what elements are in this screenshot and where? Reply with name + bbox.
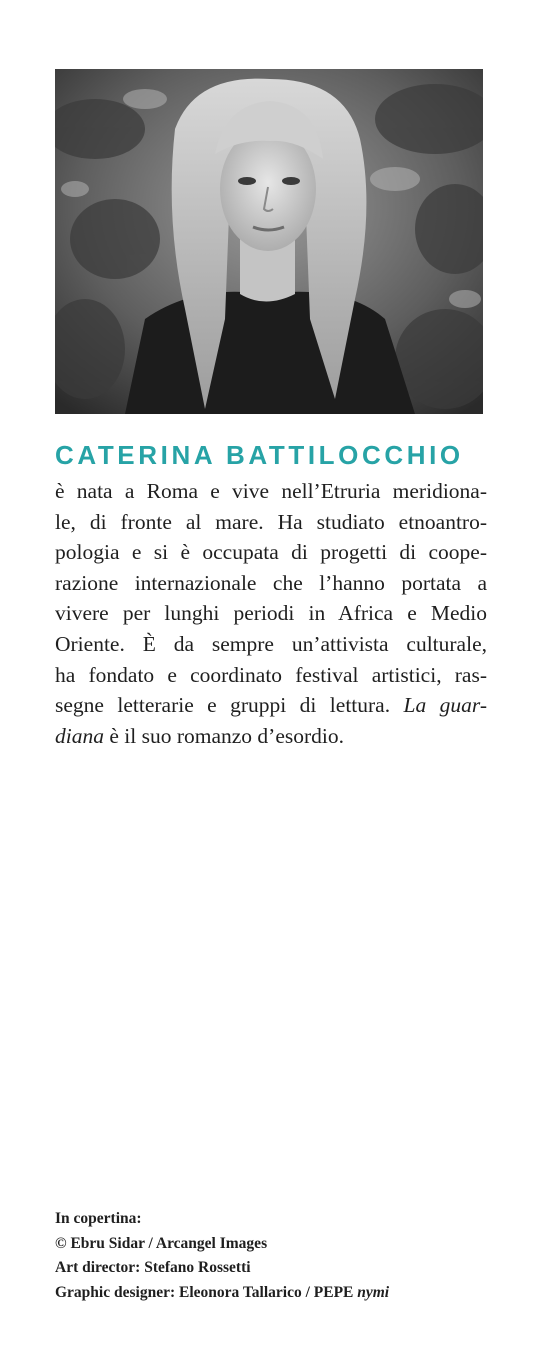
author-portrait-image (55, 69, 483, 414)
credits (55, 1207, 495, 1305)
cover-credit: © Ebru Sidar / Arcangel Images (55, 1234, 268, 1252)
author-name: CATERINA BATTILOCCHIO (55, 440, 464, 470)
bio-line: vivere per lunghi periodi in Africa e Medio (55, 601, 487, 626)
author-bio (55, 476, 487, 751)
bio-line: razione internazionale che l’hanno portata a (55, 570, 487, 595)
bio-line: Oriente. È da sempre un’attivista culturale, (55, 631, 487, 656)
bio-line: ha fondato e coordinato festival artistici, ras- (55, 662, 487, 687)
book-title-part: diana (55, 723, 104, 748)
designer-text: Graphic designer: Eleonora Tallarico / PEPE (55, 1283, 358, 1301)
bio-text: è il suo romanzo d’esordio. (103, 723, 345, 748)
author-photo (55, 69, 483, 414)
designer-credit (55, 1281, 495, 1306)
bio-line: le, di fronte al mare. Ha studiato etnoantro- (55, 509, 487, 534)
bio-line: è nata a Roma e vive nell’Etruria meridiona- (55, 479, 487, 503)
cover-label: In copertina: (55, 1210, 142, 1227)
bio-text: segne letterarie e gruppi di lettura. (55, 693, 404, 718)
designer-studio-italic: nymi (357, 1283, 390, 1301)
bio-line (55, 721, 487, 752)
bio-line (55, 690, 487, 721)
art-director-credit: Art director: Stefano Rossetti (55, 1259, 251, 1276)
bio-line: pologia e si è occupata di progetti di coope- (55, 540, 487, 565)
book-title-part: La guar- (403, 693, 487, 718)
